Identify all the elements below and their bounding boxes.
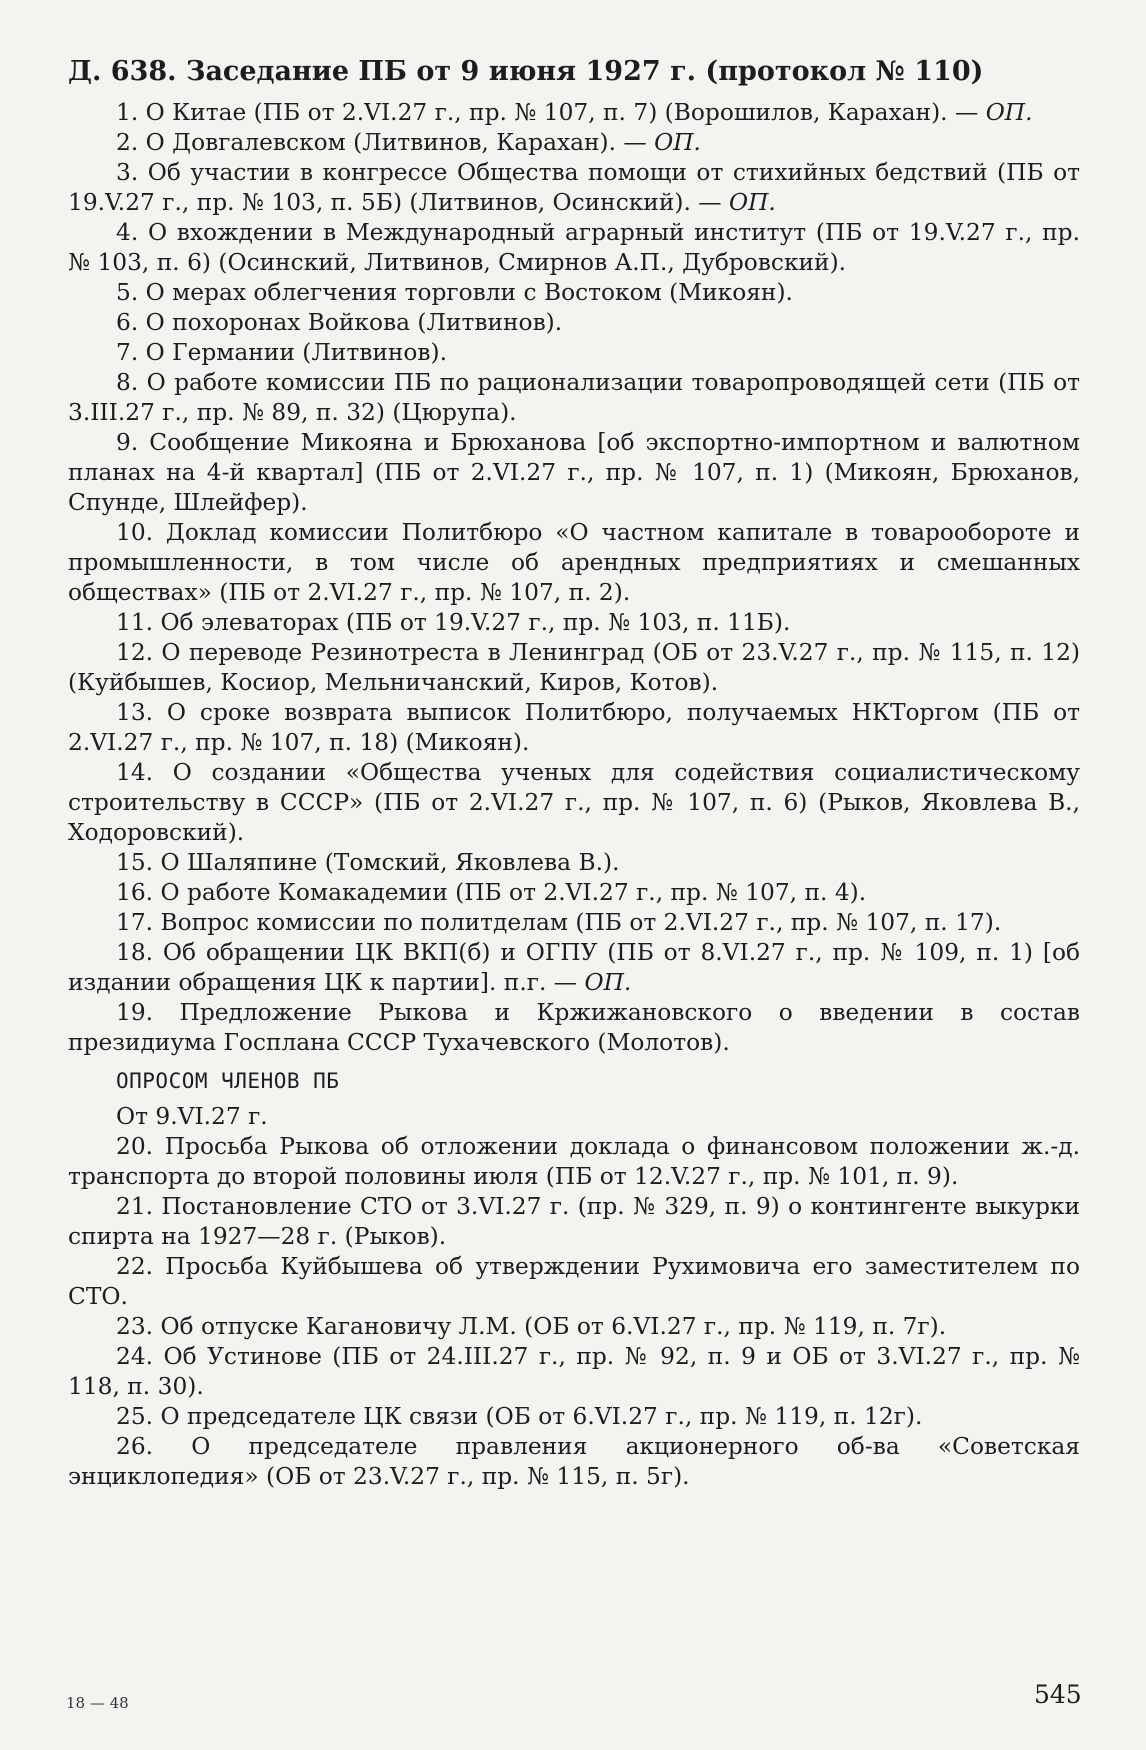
poll-item: 20. Просьба Рыкова об отложении доклада о финансовом положении ж.-д. транспорта до второй половины июля (ПБ от 12.V.27 г., пр. № 101, п. 9). [68, 1133, 1080, 1190]
agenda-item: 17. Вопрос комиссии по политделам (ПБ от 2.VI.27 г., пр. № 107, п. 17). [116, 909, 1002, 936]
agenda-item: 15. О Шаляпине (Томский, Яковлева В.). [116, 849, 620, 876]
poll-item: 22. Просьба Куйбышева об утверждении Рухимовича его заместителем по СТО. [68, 1253, 1080, 1310]
agenda-item: 6. О похоронах Войкова (Литвинов). [116, 309, 563, 336]
document-heading: Д. 638. Заседание ПБ от 9 июня 1927 г. (протокол № 110) [68, 56, 984, 87]
agenda-item: 7. О Германии (Литвинов). [116, 339, 448, 366]
agenda-item: 10. Доклад комиссии Политбюро «О частном капитале в товарообороте и промышленности, в том числе об арендных предприятиях и смешанных обществах» (ПБ от 2.VI.27 г., пр. № 107, п. 2). [68, 519, 1080, 606]
signature-mark: 18 — 48 [66, 1694, 129, 1712]
agenda-item: 16. О работе Комакадемии (ПБ от 2.VI.27 г., пр. № 107, п. 4). [116, 879, 867, 906]
agenda-item: 2. О Довгалевском (Литвинов, Карахан). — ОП. [116, 129, 701, 156]
agenda-item: 12. О переводе Резинотреста в Ленинград (ОБ от 23.V.27 г., пр. № 115, п. 12) (Куйбышев, Косиор, Мельничанский, Киров, Котов). [68, 639, 1080, 696]
poll-date: От 9.VI.27 г. [116, 1103, 268, 1130]
agenda-item: 9. Сообщение Микояна и Брюханова [об экспортно-импортном и валютном планах на 4-й квартал] (ПБ от 2.VI.27 г., пр. № 107, п. 1) (Микоян, Брюханов, Спунде, Шлейфер). [68, 429, 1080, 516]
page-number: 545 [1034, 1680, 1082, 1709]
agenda-item: 3. Об участии в конгрессе Общества помощи от стихийных бедствий (ПБ от 19.V.27 г., пр. № 103, п. 5Б) (Литвинов, Осинский). — ОП. [68, 159, 1080, 216]
poll-item: 24. Об Устинове (ПБ от 24.III.27 г., пр. № 92, п. 9 и ОБ от 3.VI.27 г., пр. № 118, п. 30). [68, 1343, 1080, 1400]
agenda-item: 8. О работе комиссии ПБ по рационализации товаропроводящей сети (ПБ от 3.III.27 г., пр. № 89, п. 32) (Цюрупа). [68, 369, 1080, 426]
agenda-item: 13. О сроке возврата выписок Политбюро, получаемых НКТоргом (ПБ от 2.VI.27 г., пр. № 107, п. 18) (Микоян). [68, 699, 1080, 756]
poll-item: 25. О председателе ЦК связи (ОБ от 6.VI.27 г., пр. № 119, п. 12г). [116, 1403, 923, 1430]
document-body [68, 98, 1080, 1492]
poll-item: 21. Постановление СТО от 3.VI.27 г. (пр. № 329, п. 9) о контингенте выкурки спирта на 1927—28 г. (Рыков). [68, 1193, 1080, 1250]
poll-heading: ОПРОСОМ ЧЛЕНОВ ПБ [116, 1069, 340, 1093]
poll-item: 26. О председателе правления акционерного об-ва «Советская энциклопедия» (ОБ от 23.V.27 г., пр. № 115, п. 5г). [68, 1433, 1080, 1490]
agenda-item: 1. О Китае (ПБ от 2.VI.27 г., пр. № 107, п. 7) (Ворошилов, Карахан). — ОП. [116, 99, 1033, 126]
agenda-item: 4. О вхождении в Международный аграрный институт (ПБ от 19.V.27 г., пр. № 103, п. 6) (Осинский, Литвинов, Смирнов А.П., Дубровский). [68, 219, 1080, 276]
agenda-item: 5. О мерах облегчения торговли с Востоком (Микоян). [116, 279, 793, 306]
agenda-item: 18. Об обращении ЦК ВКП(б) и ОГПУ (ПБ от 8.VI.27 г., пр. № 109, п. 1) [об издании обращения ЦК к партии]. п.г. — ОП. [68, 939, 1080, 996]
agenda-item: 11. Об элеваторах (ПБ от 19.V.27 г., пр. № 103, п. 11Б). [116, 609, 791, 636]
agenda-item: 19. Предложение Рыкова и Кржижановского о введении в состав президиума Госплана СССР Тухачевского (Молотов). [68, 999, 1080, 1056]
poll-item: 23. Об отпуске Кагановичу Л.М. (ОБ от 6.VI.27 г., пр. № 119, п. 7г). [116, 1313, 947, 1340]
agenda-item: 14. О создании «Общества ученых для содействия социалистическому строительству в СССР» (ПБ от 2.VI.27 г., пр. № 107, п. 6) (Рыков, Яковлева В., Ходоровский). [68, 759, 1080, 846]
